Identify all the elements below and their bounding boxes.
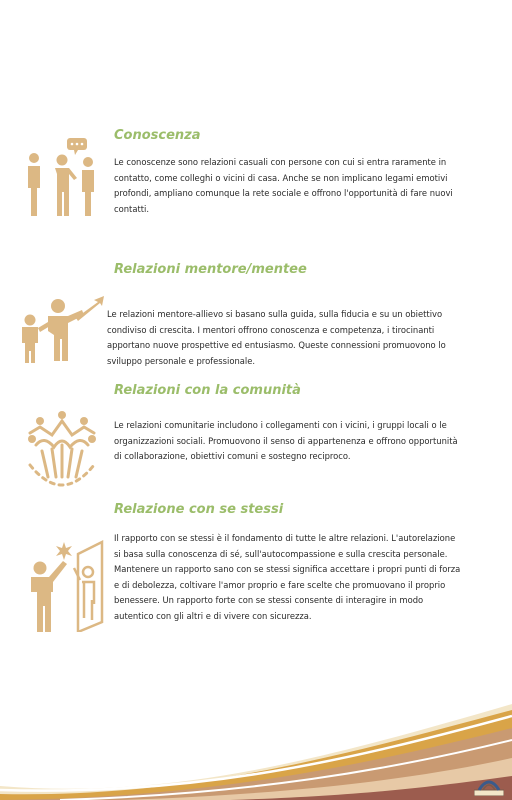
arch-logo-icon bbox=[474, 774, 504, 796]
heading-comunita: Relazioni con la comunità bbox=[114, 383, 301, 398]
heading-conoscenza: Conoscenza bbox=[114, 128, 201, 143]
paragraph-mentore: Le relazioni mentore-allievo si basano sulla guida, sulla fiducia e su un obiettivo condiviso di crescita. I mentori offrono conoscenza e competenza, i tirocinanti apportano nuove prospettive ed entusiasmo. Queste connessioni promuovono lo sviluppo personale e professionale. bbox=[107, 309, 446, 366]
self-mirror-icon bbox=[22, 540, 110, 632]
decorative-wave-footer bbox=[0, 690, 512, 800]
acquaintance-group-icon bbox=[20, 136, 102, 218]
heading-se-stessi: Relazione con se stessi bbox=[114, 502, 284, 517]
heading-mentore: Relazioni mentore/mentee bbox=[114, 262, 307, 277]
paragraph-se-stessi: Il rapporto con se stessi è il fondamento di tutte le altre relazioni. L'autorelazione si basa sulla conoscenza di sé, sull'autocompassione e sulla crescita personale. Mantenere un rapporto sano con se stessi significa accettare i propri punti di forza e di debolezza, coltivare l'amor proprio e fare scelte che promuovano il proprio benessere. Un rapporto forte con se stessi consente di interagire in modo autentico con gli altri e di vivere con sicurezza. bbox=[114, 533, 461, 621]
paragraph-comunita: Le relazioni comunitarie includono i collegamenti con i vicini, i gruppi locali o le organizzazioni sociali. Promuovono il senso di appartenenza e offrono opportunità di collaborazione, obiettivi comuni e sostegno reciproco. bbox=[114, 420, 458, 462]
paragraph-conoscenza: Le conoscenze sono relazioni casuali con persone con cui si entra raramente in contatto, come colleghi o vicini di casa. Anche se non implicano legami emotivi profondi, ampliano comunque la rete sociale e offrono l'opportunità di fare nuovi contatti. bbox=[114, 157, 453, 214]
mentor-mentee-icon bbox=[16, 296, 104, 366]
community-circle-icon bbox=[22, 405, 102, 495]
